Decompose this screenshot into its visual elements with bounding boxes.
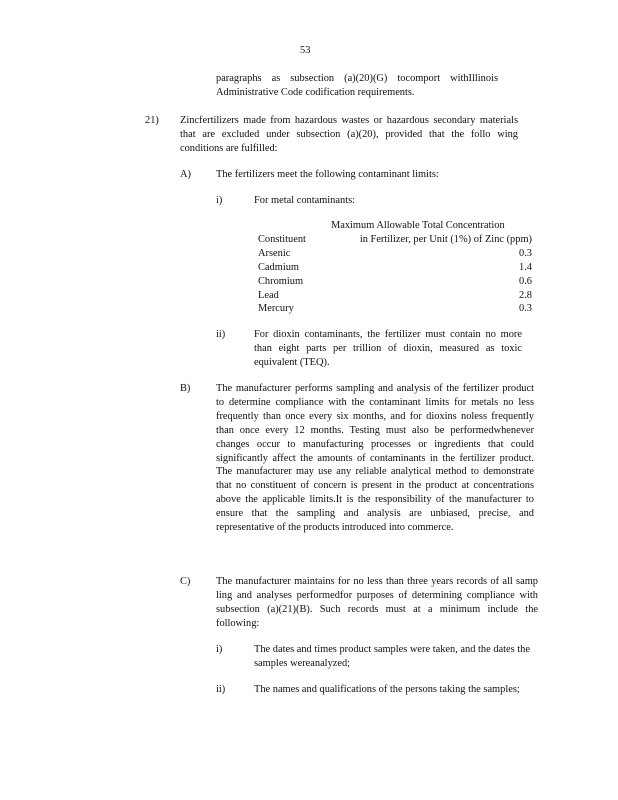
constituent-header: Constituent	[258, 233, 306, 245]
table-row	[258, 289, 532, 303]
table-row	[258, 302, 532, 316]
item-b-label: B)	[180, 383, 191, 394]
item-a-i-text: For metal contaminants:	[254, 195, 355, 206]
intro-paragraph: paragraphs as subsection (a)(20)(G) tocomport withIllinois Administrative Code codification requirements.	[216, 73, 498, 98]
table-row	[258, 247, 532, 261]
item-a-ii-label: ii)	[216, 329, 226, 340]
constituent-name: Lead	[258, 289, 279, 301]
constituent-value: 0.3	[519, 247, 532, 259]
page-number: 53	[300, 45, 311, 56]
constituent-value: 1.4	[519, 261, 532, 273]
constituent-name: Mercury	[258, 303, 294, 315]
item-c-text: The manufacturer maintains for no less than three years records of all samp ling and analyses performedfor purposes of determining compliance with subsection (a)(21)(B). Such records must at a minimum include the following:	[216, 576, 538, 629]
contaminant-table	[258, 219, 532, 316]
table-header-line-2: in Fertilizer, per Unit (1%) of Zinc (ppm)	[359, 233, 532, 245]
item-c-i-label: i)	[216, 644, 223, 655]
item-a-text: The fertilizers meet the following contaminant limits:	[216, 169, 439, 180]
table-row	[258, 275, 532, 289]
table-header-line-1: Maximum Allowable Total Concentration	[331, 220, 505, 231]
item-21-text: Zincfertilizers made from hazardous wastes or hazardous secondary materials that are excluded under subsection (a)(20), provided that the follo wing conditions are fulfilled:	[180, 115, 518, 154]
item-c-i-text: The dates and times product samples were taken, and the dates the samples wereanalyzed;	[254, 644, 530, 669]
item-b-text: The manufacturer performs sampling and analysis of the fertilizer product to determine compliance with the contaminant limits for metals no less frequently than once every six months, and for dioxins noless frequently than once every 12 months. Testing must also be performedwhenever changes occur to manufacturing processes or ingredients that could significantly affect the amounts of contaminants in the fertilizer product. The manufacturer may use any reliable analytical method to demonstrate that no constituent of concern is present in the product at concentrations above the applicable limits.It is the responsibility of the manufacturer to ensure that the sampling and analysis are unbiased, precise, and representative of the products introduced into commerce.	[216, 383, 534, 534]
constituent-value: 0.3	[519, 303, 532, 315]
constituent-name: Arsenic	[258, 247, 291, 259]
item-a-label: A)	[180, 169, 191, 180]
constituent-value: 2.8	[519, 289, 532, 301]
item-a-i-label: i)	[216, 195, 223, 206]
item-c-label: C)	[180, 576, 191, 587]
constituent-value: 0.6	[519, 275, 532, 287]
item-21-label: 21)	[145, 115, 159, 126]
table-row	[258, 261, 532, 275]
table-header-row-2	[258, 233, 532, 247]
item-c-ii-label: ii)	[216, 684, 226, 695]
item-c-ii-text: The names and qualifications of the persons taking the samples;	[254, 684, 520, 695]
item-a-ii-text: For dioxin contaminants, the fertilizer must contain no more than eight parts per trillion of dioxin, measured as toxic equivalent (TEQ).	[254, 329, 522, 368]
constituent-name: Chromium	[258, 275, 304, 287]
constituent-name: Cadmium	[258, 261, 299, 273]
